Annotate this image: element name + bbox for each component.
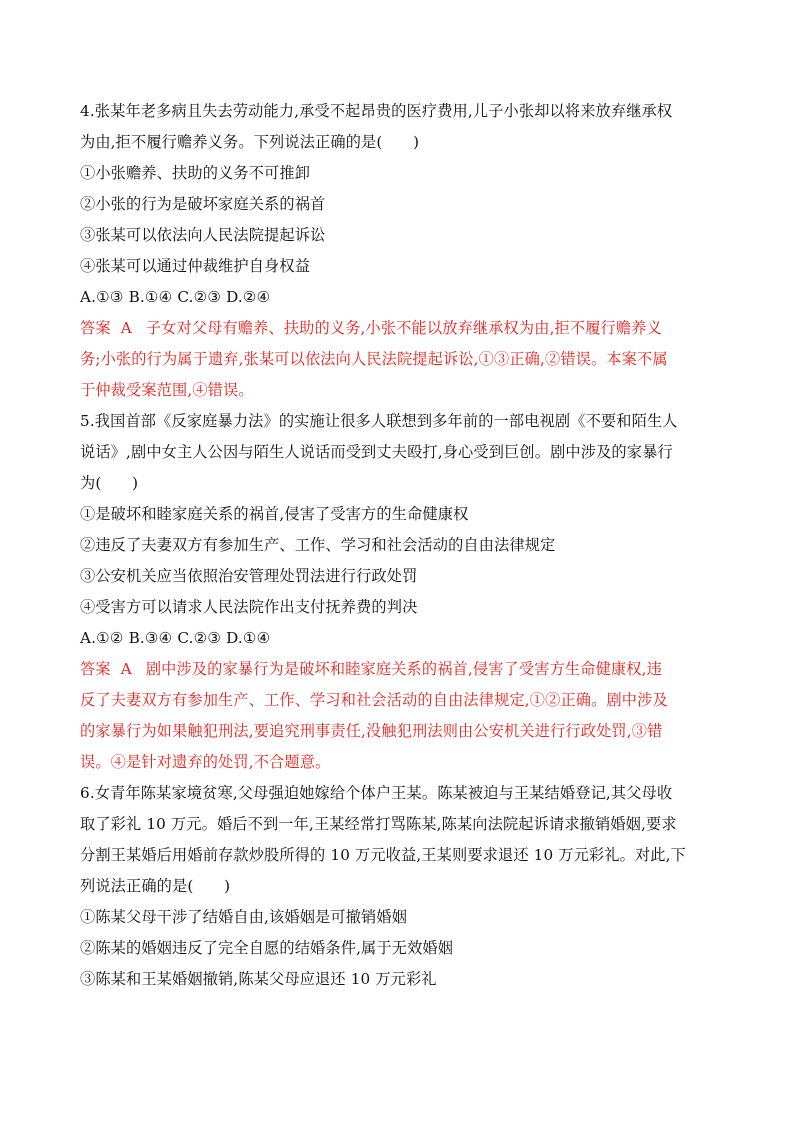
answer-label: 答案 [80,319,111,337]
answer-explanation-text: 剧中涉及的家暴行为是破坏和睦家庭关系的祸首,侵害了受害方生命健康权,违 [145,660,662,678]
answer-explanation-line [80,313,720,344]
answer-explanation-line: 误。④是针对遗弃的处罚,不合题意。 [80,753,331,771]
option-item: ③陈某和王某婚姻撤销,陈某父母应退还 10 万元彩礼 [80,970,437,988]
option-item: ④受害方可以请求人民法院作出支付抚养费的判决 [80,598,418,616]
option-item: ②违反了夫妻双方有参加生产、工作、学习和社会活动的自由法律规定 [80,536,556,554]
document-page [80,96,720,995]
question-6 [80,778,720,995]
option-item: ①是破坏和睦家庭关系的祸首,侵害了受害方的生命健康权 [80,505,469,523]
question-4 [80,96,720,406]
answer-label: 答案 [80,660,111,678]
answer-choices: A.①② B.③④ C.②③ D.①④ [80,629,271,647]
answer-explanation-text: 子女对父母有赡养、扶助的义务,小张不能以放弃继承权为由,拒不履行赡养义 [145,319,662,337]
answer-explanation-line: 反了夫妻双方有参加生产、工作、学习和社会活动的自由法律规定,①②正确。剧中涉及 [80,691,668,709]
answer-choices: A.①③ B.①④ C.②③ D.②④ [80,288,271,306]
question-stem-line: 说话》,剧中女主人公因与陌生人说话而受到丈夫殴打,身心受到巨创。剧中涉及的家暴行 [80,443,673,461]
answer-explanation-line: 的家暴行为如果触犯刑法,要追究刑事责任,没触犯刑法则由公安机关进行行政处罚,③错 [80,722,663,740]
option-item: ④张某可以通过仲裁维护自身权益 [80,257,311,275]
option-item: ③张某可以依法向人民法院提起诉讼 [80,226,326,244]
option-item: ①陈某父母干涉了结婚自由,该婚姻是可撤销婚姻 [80,908,408,926]
question-stem-line: 取了彩礼 10 万元。婚后不到一年,王某经常打骂陈某,陈某向法院起诉请求撤销婚姻,要求 [80,815,677,833]
answer-explanation-line: 务;小张的行为属于遗弃,张某可以依法向人民法院提起诉讼,①③正确,②错误。本案不属 [80,350,668,368]
option-item: ②小张的行为是破坏家庭关系的祸首 [80,195,326,213]
question-stem-line: 分割王某婚后用婚前存款炒股所得的 10 万元收益,王某则要求退还 10 万元彩礼。对此,下 [80,846,686,864]
option-item: ③公安机关应当依照治安管理处罚法进行行政处罚 [80,567,418,585]
question-5 [80,406,720,778]
question-stem-line: 6.女青年陈某家境贫寒,父母强迫她嫁给个体户王某。陈某被迫与王某结婚登记,其父母收 [80,784,673,802]
answer-key: A [120,660,132,678]
question-stem-line: 5.我国首部《反家庭暴力法》的实施让很多人联想到多年前的一部电视剧《不要和陌生人 [80,412,678,430]
question-stem-line: 4.张某年老多病且失去劳动能力,承受不起昂贵的医疗费用,儿子小张却以将来放弃继承权 [80,102,673,120]
option-item: ②陈某的婚姻违反了完全自愿的结婚条件,属于无效婚姻 [80,939,454,957]
question-stem-line: 为由,拒不履行赡养义务。下列说法正确的是( ) [80,133,420,151]
question-stem-line: 为( ) [80,474,139,492]
answer-key: A [120,319,132,337]
question-stem-line: 列说法正确的是( ) [80,877,231,895]
option-item: ①小张赡养、扶助的义务不可推卸 [80,164,311,182]
answer-explanation-line [80,654,720,685]
answer-explanation-line: 于仲裁受案范围,④错误。 [80,381,254,399]
